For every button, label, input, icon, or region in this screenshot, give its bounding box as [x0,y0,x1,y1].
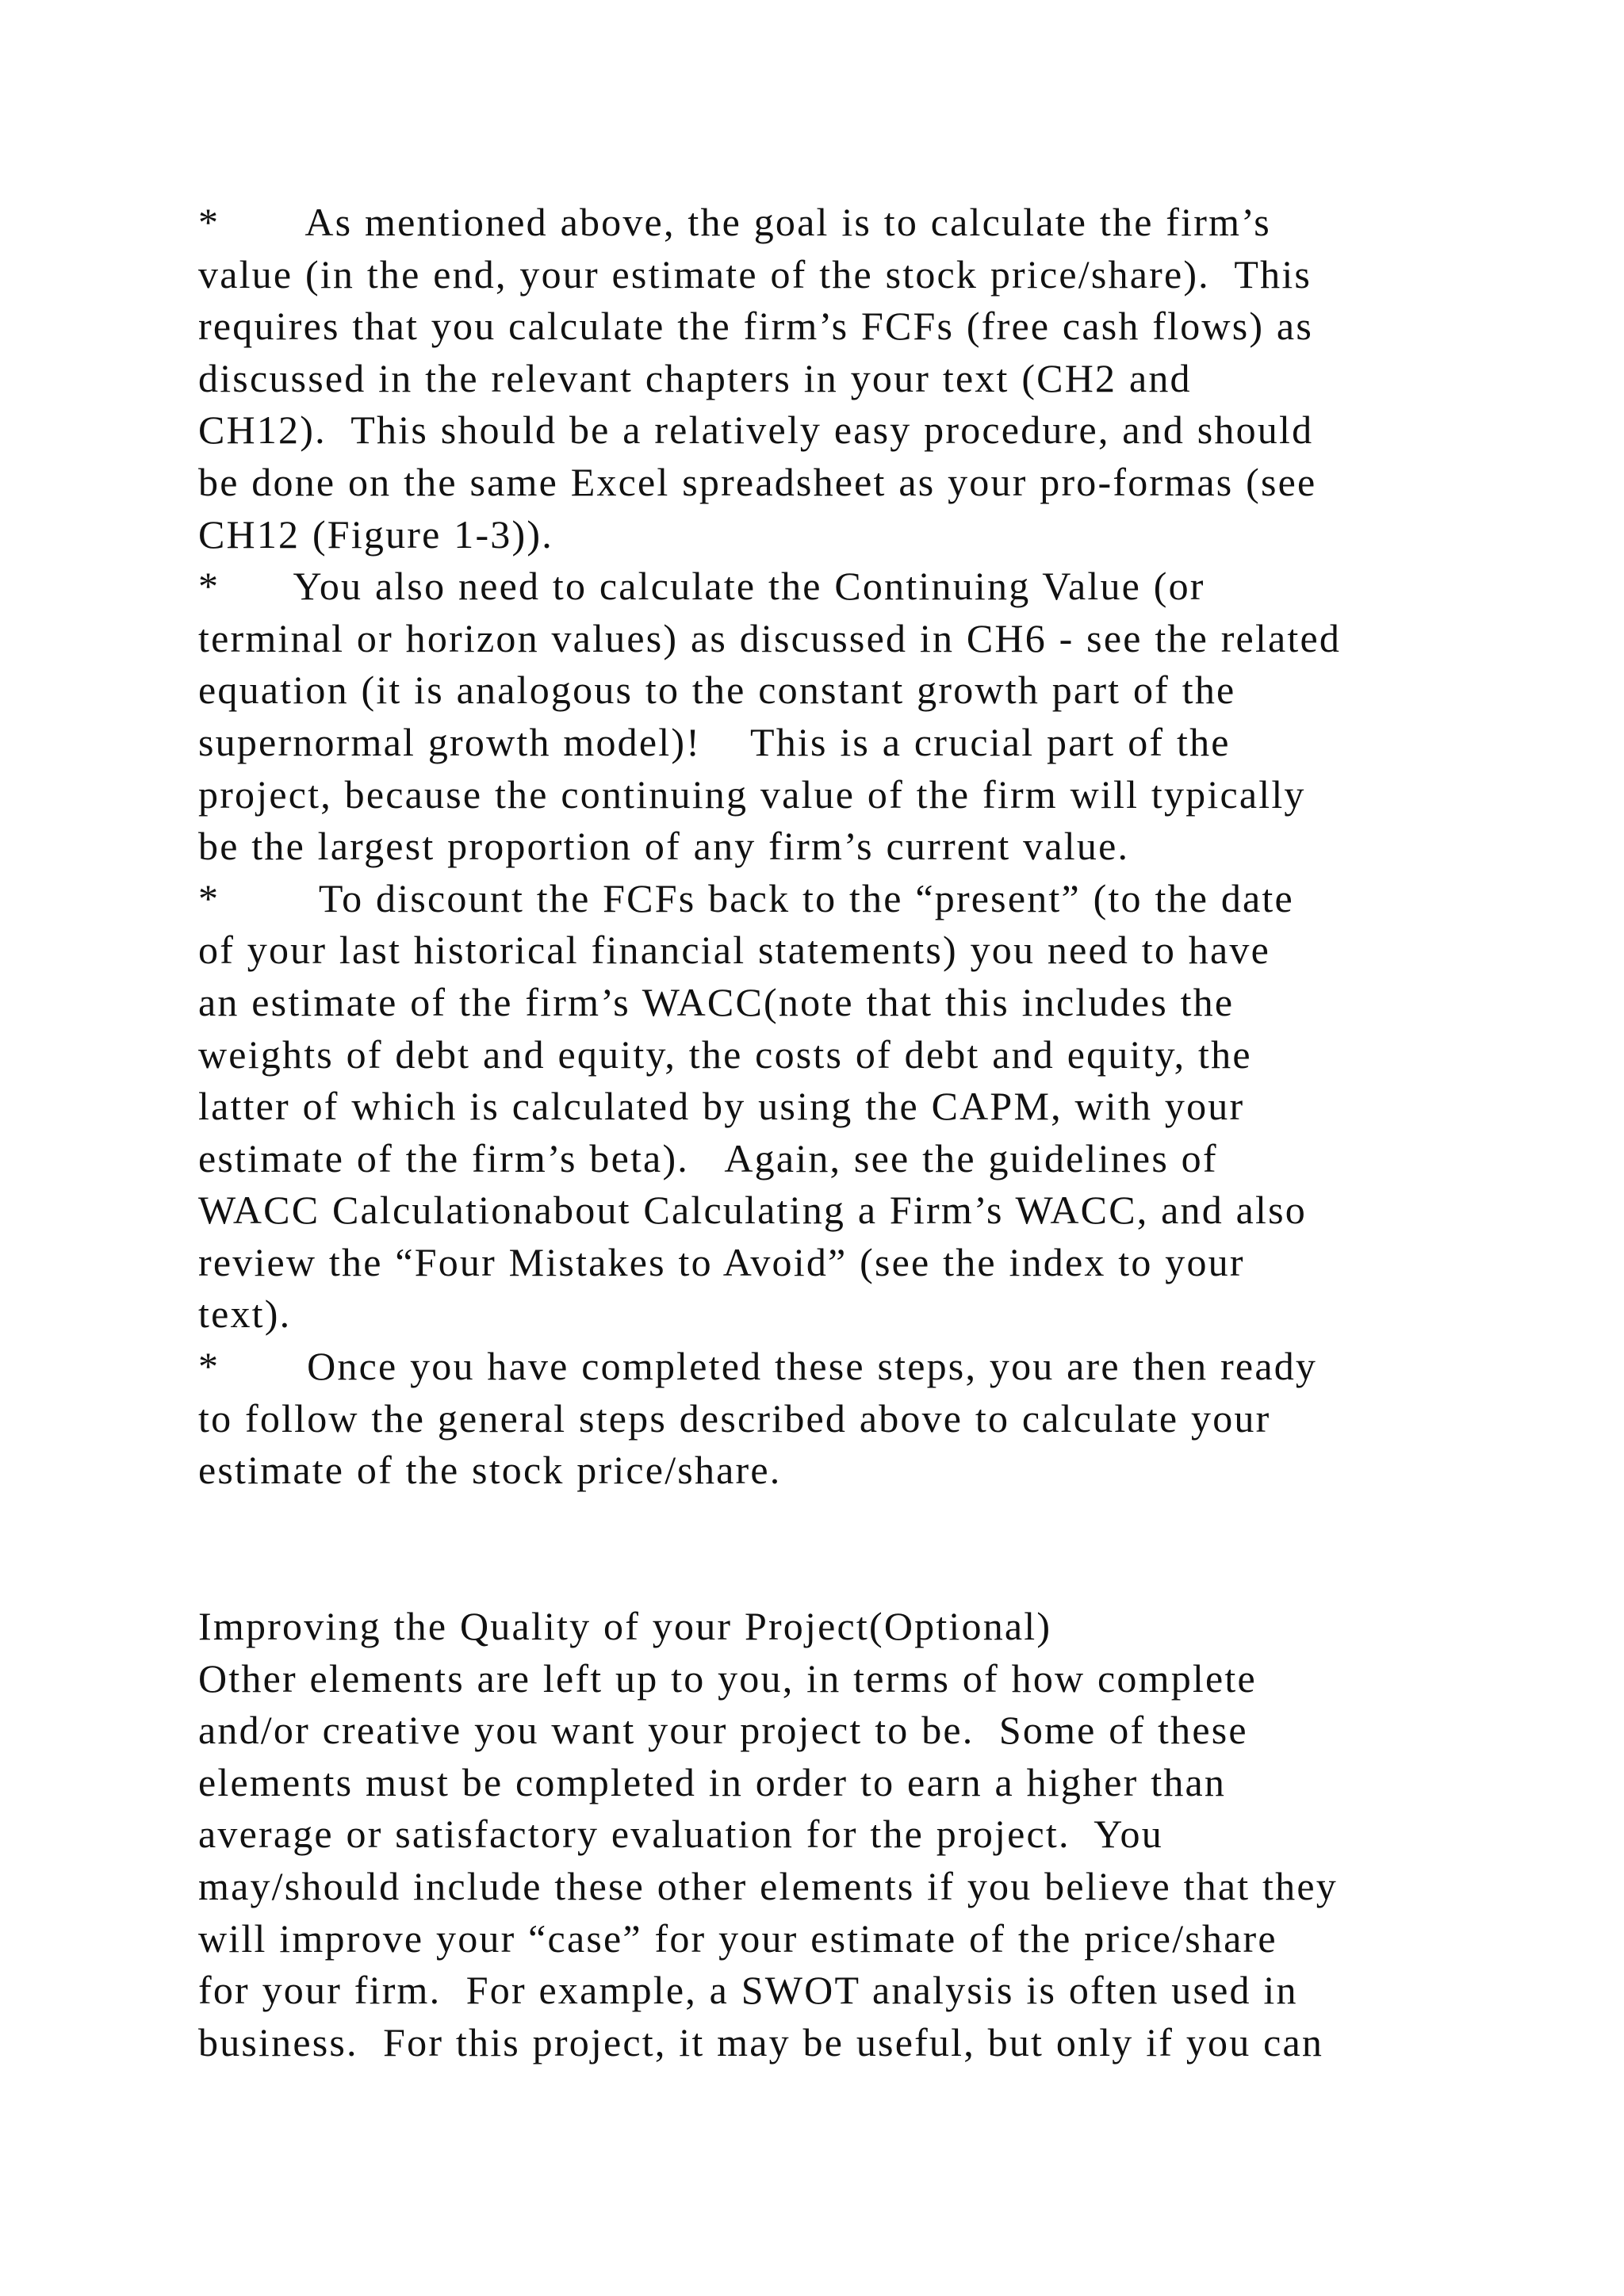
text-line: be done on the same Excel spreadsheet as your pro-formas (see [198,459,1317,504]
bullet-paragraph-wacc [198,873,1610,1341]
text-line: for your firm. For example, a SWOT analysis is often used in [198,1968,1298,2013]
text-line: terminal or horizon values) as discussed in CH6 - see the related [198,615,1342,660]
text-line: average or satisfactory evaluation for the project. You [198,1812,1163,1857]
text-line: * Once you have completed these steps, you are then ready [198,1344,1318,1389]
text-line: to follow the general steps described above to calculate your [198,1395,1271,1441]
text-line: project, because the continuing value of the firm will typically [198,771,1306,817]
text-line: estimate of the stock price/share. [198,1448,782,1493]
text-line: * You also need to calculate the Continuing Value (or [198,564,1205,609]
text-line: review the “Four Mistakes to Avoid” (see the index to your [198,1239,1245,1284]
text-line: will improve your “case” for your estimate of the price/share [198,1915,1277,1961]
text-line: * To discount the FCFs back to the “present” (to the date [198,875,1294,920]
text-line: value (in the end, your estimate of the stock price/share). This [198,251,1312,297]
blank-line [198,1497,1610,1549]
text-line: WACC Calculationabout Calculating a Firm’s WACC, and also [198,1188,1308,1233]
text-line: be the largest proportion of any firm’s current value. [198,824,1130,869]
text-line: requires that you calculate the firm’s FCFs (free cash flows) as [198,304,1313,349]
blank-line [198,1548,1610,1601]
text-line: of your last historical financial statements) you need to have [198,928,1270,973]
text-line: CH12). This should be a relatively easy procedure, and should [198,408,1314,453]
text-line: business. For this project, it may be useful, but only if you can [198,2019,1324,2064]
bullet-paragraph-continuing-value [198,561,1610,873]
text-line: and/or creative you want your project to be. Some of these [198,1708,1248,1753]
text-line: Other elements are left up to you, in terms of how complete [198,1655,1257,1701]
text-line: elements must be completed in order to earn a higher than [198,1759,1227,1804]
section-heading: Improving the Quality of your Project(Optional) [198,1604,1052,1649]
text-line: estimate of the firm’s beta). Again, see the guidelines of [198,1135,1218,1181]
text-line: weights of debt and equity, the costs of debt and equity, the [198,1031,1252,1077]
text-line: text). [198,1292,292,1337]
bullet-paragraph-fcf [198,197,1610,561]
text-line: may/should include these other elements if you believe that they [198,1864,1338,1908]
section-paragraph [198,1653,1610,2069]
text-line: equation (it is analogous to the constant growth part of the [198,668,1236,713]
text-line: supernormal growth model)! This is a crucial part of the [198,719,1231,764]
text-line: an estimate of the firm’s WACC(note that this includes the [198,979,1235,1024]
document-body [198,197,1610,2068]
text-line: discussed in the relevant chapters in your text (CH2 and [198,355,1192,400]
text-line: latter of which is calculated by using the CAPM, with your [198,1084,1245,1129]
text-line: * As mentioned above, the goal is to calculate the firm’s [198,200,1271,244]
text-line: CH12 (Figure 1-3)). [198,511,553,557]
bullet-paragraph-steps [198,1341,1610,1497]
